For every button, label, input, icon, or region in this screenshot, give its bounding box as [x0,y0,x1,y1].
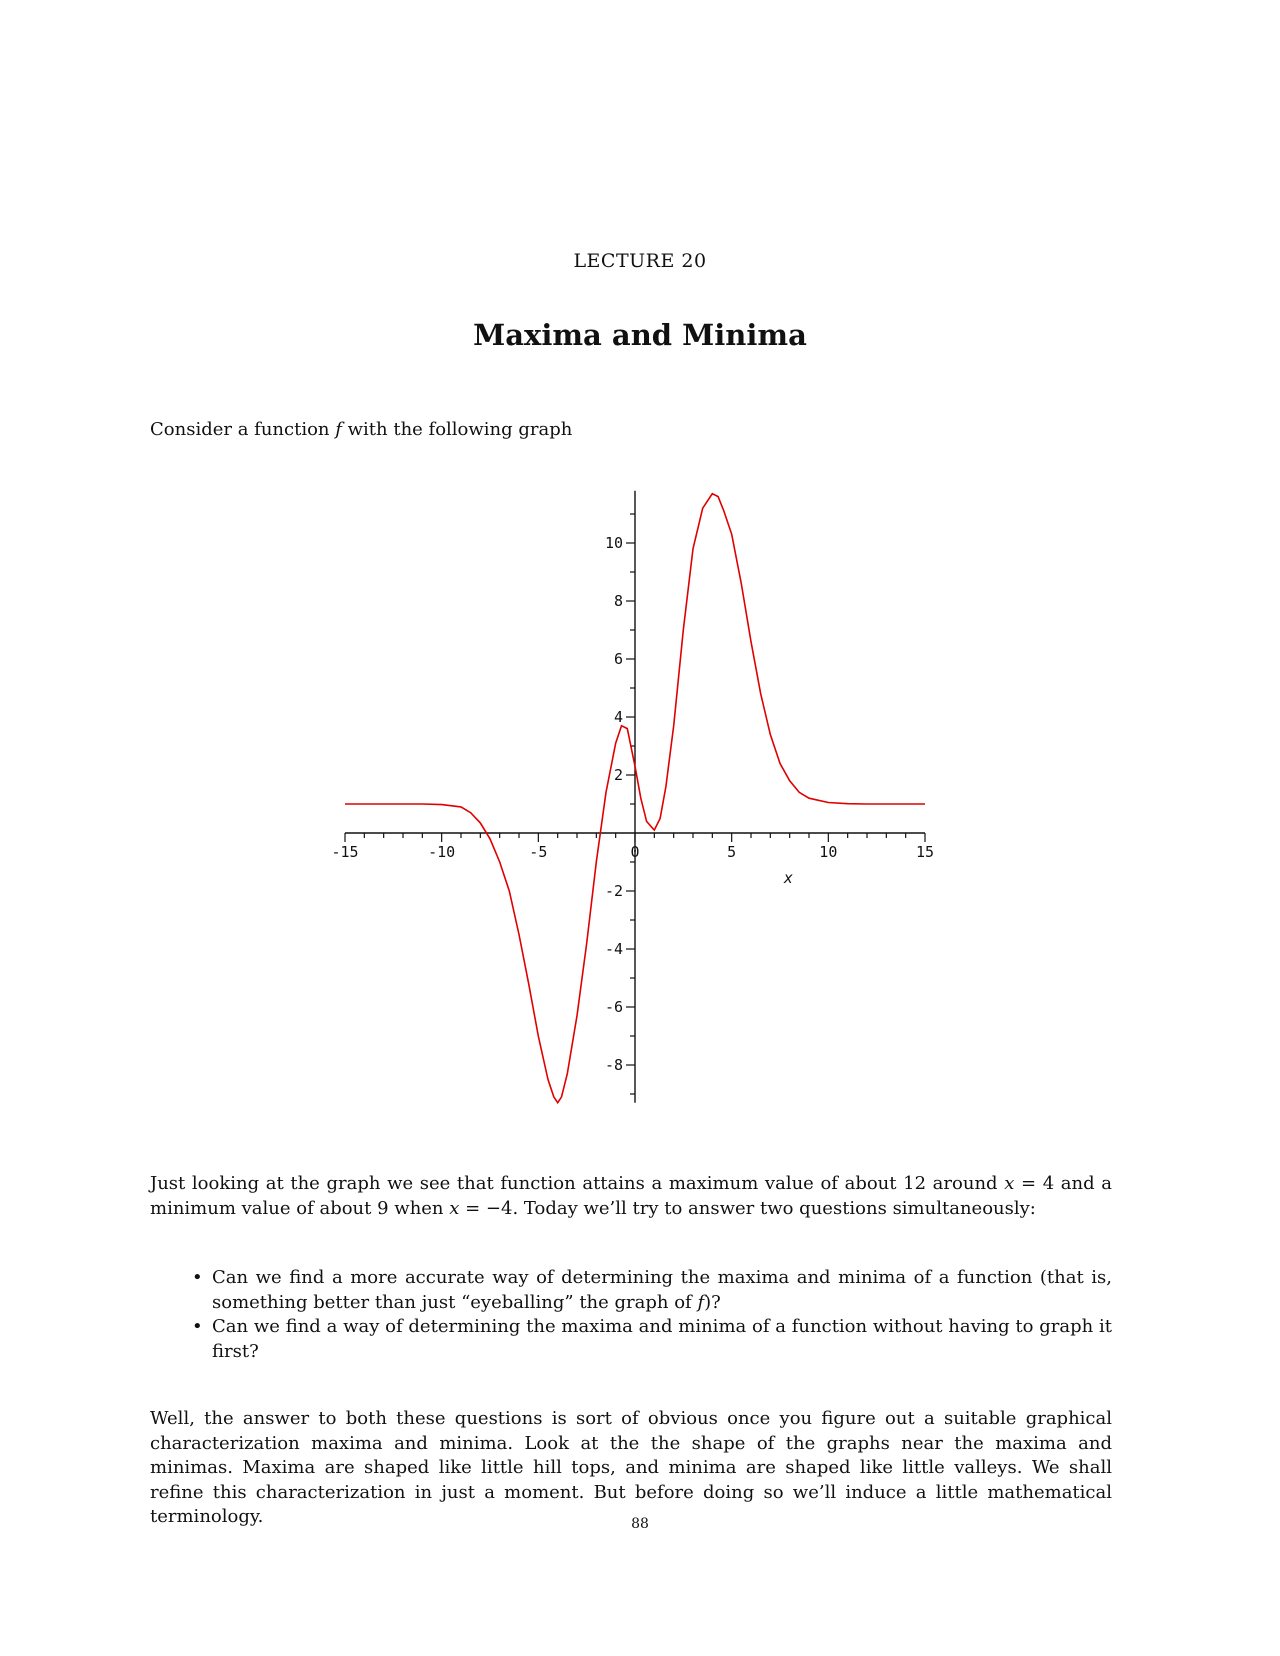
list-item [190,1266,1112,1315]
intro-text-start: Consider a function [150,419,336,440]
x-tick-label: 10 [819,843,838,861]
observation-text-1: Just looking at the graph we see that function attains a maximum value of about 12 around [150,1173,1005,1194]
y-tick-label: 8 [613,592,623,610]
page-number: 88 [631,1516,649,1532]
question-1-end: )? [704,1291,721,1313]
function-symbol: f [697,1291,705,1313]
y-tick-label: 2 [613,766,623,784]
observation-text-2: = 4 and a minimum value of about 9 when [150,1173,1112,1219]
y-tick-label: 10 [604,534,623,552]
question-2-text: Can we find a way of determining the maxima and minima of a function without having to graph it first? [212,1316,1112,1362]
function-symbol: f [335,419,342,440]
list-item [190,1315,1112,1364]
math-x-2: x [449,1197,460,1219]
x-axis-label: x [783,869,793,887]
intro-text-end: with the following graph [341,419,573,440]
observation-text-3: = −4. Today we’ll try to answer two questions simultaneously: [459,1197,1036,1219]
x-tick-label: -15 [331,843,359,861]
closing-paragraph: Well, the answer to both these questions is sort of obvious once you figure out a suitable graphical characterization maxima and minima. Look at the the shape of the graphs near the maxima and minimas. Maxima are shaped like little hill tops, and minima are shaped like little valleys. We shall refine this characterization in just a moment. But before doing so we’ll induce a little mathematical terminology. [150,1408,1112,1527]
y-tick-label: -4 [604,940,623,958]
x-tick-label: -5 [529,843,548,861]
y-tick-label: 4 [613,708,623,726]
bullet-icon: • [192,1316,203,1337]
page-title: Maxima and Minima [473,318,807,352]
axes [345,491,925,1103]
question-1-text: Can we find a more accurate way of determining the maxima and minima of a function (that is, something better than just “eyeballing” the graph of [212,1267,1112,1313]
bullet-icon: • [192,1267,203,1288]
x-tick-label: 0 [630,843,640,861]
x-tick-label: 5 [727,843,737,861]
y-tick-label: 6 [613,650,623,668]
question-list [190,1266,1112,1364]
lecture-label: LECTURE 20 [573,250,707,272]
observation-paragraph [150,1172,1112,1221]
math-x-1: x [1004,1173,1015,1194]
y-tick-label: -8 [604,1056,623,1074]
y-tick-label: -6 [604,998,623,1016]
x-tick-label: 15 [915,843,935,861]
x-tick-label: -10 [428,843,456,861]
y-tick-label: -2 [604,882,623,900]
